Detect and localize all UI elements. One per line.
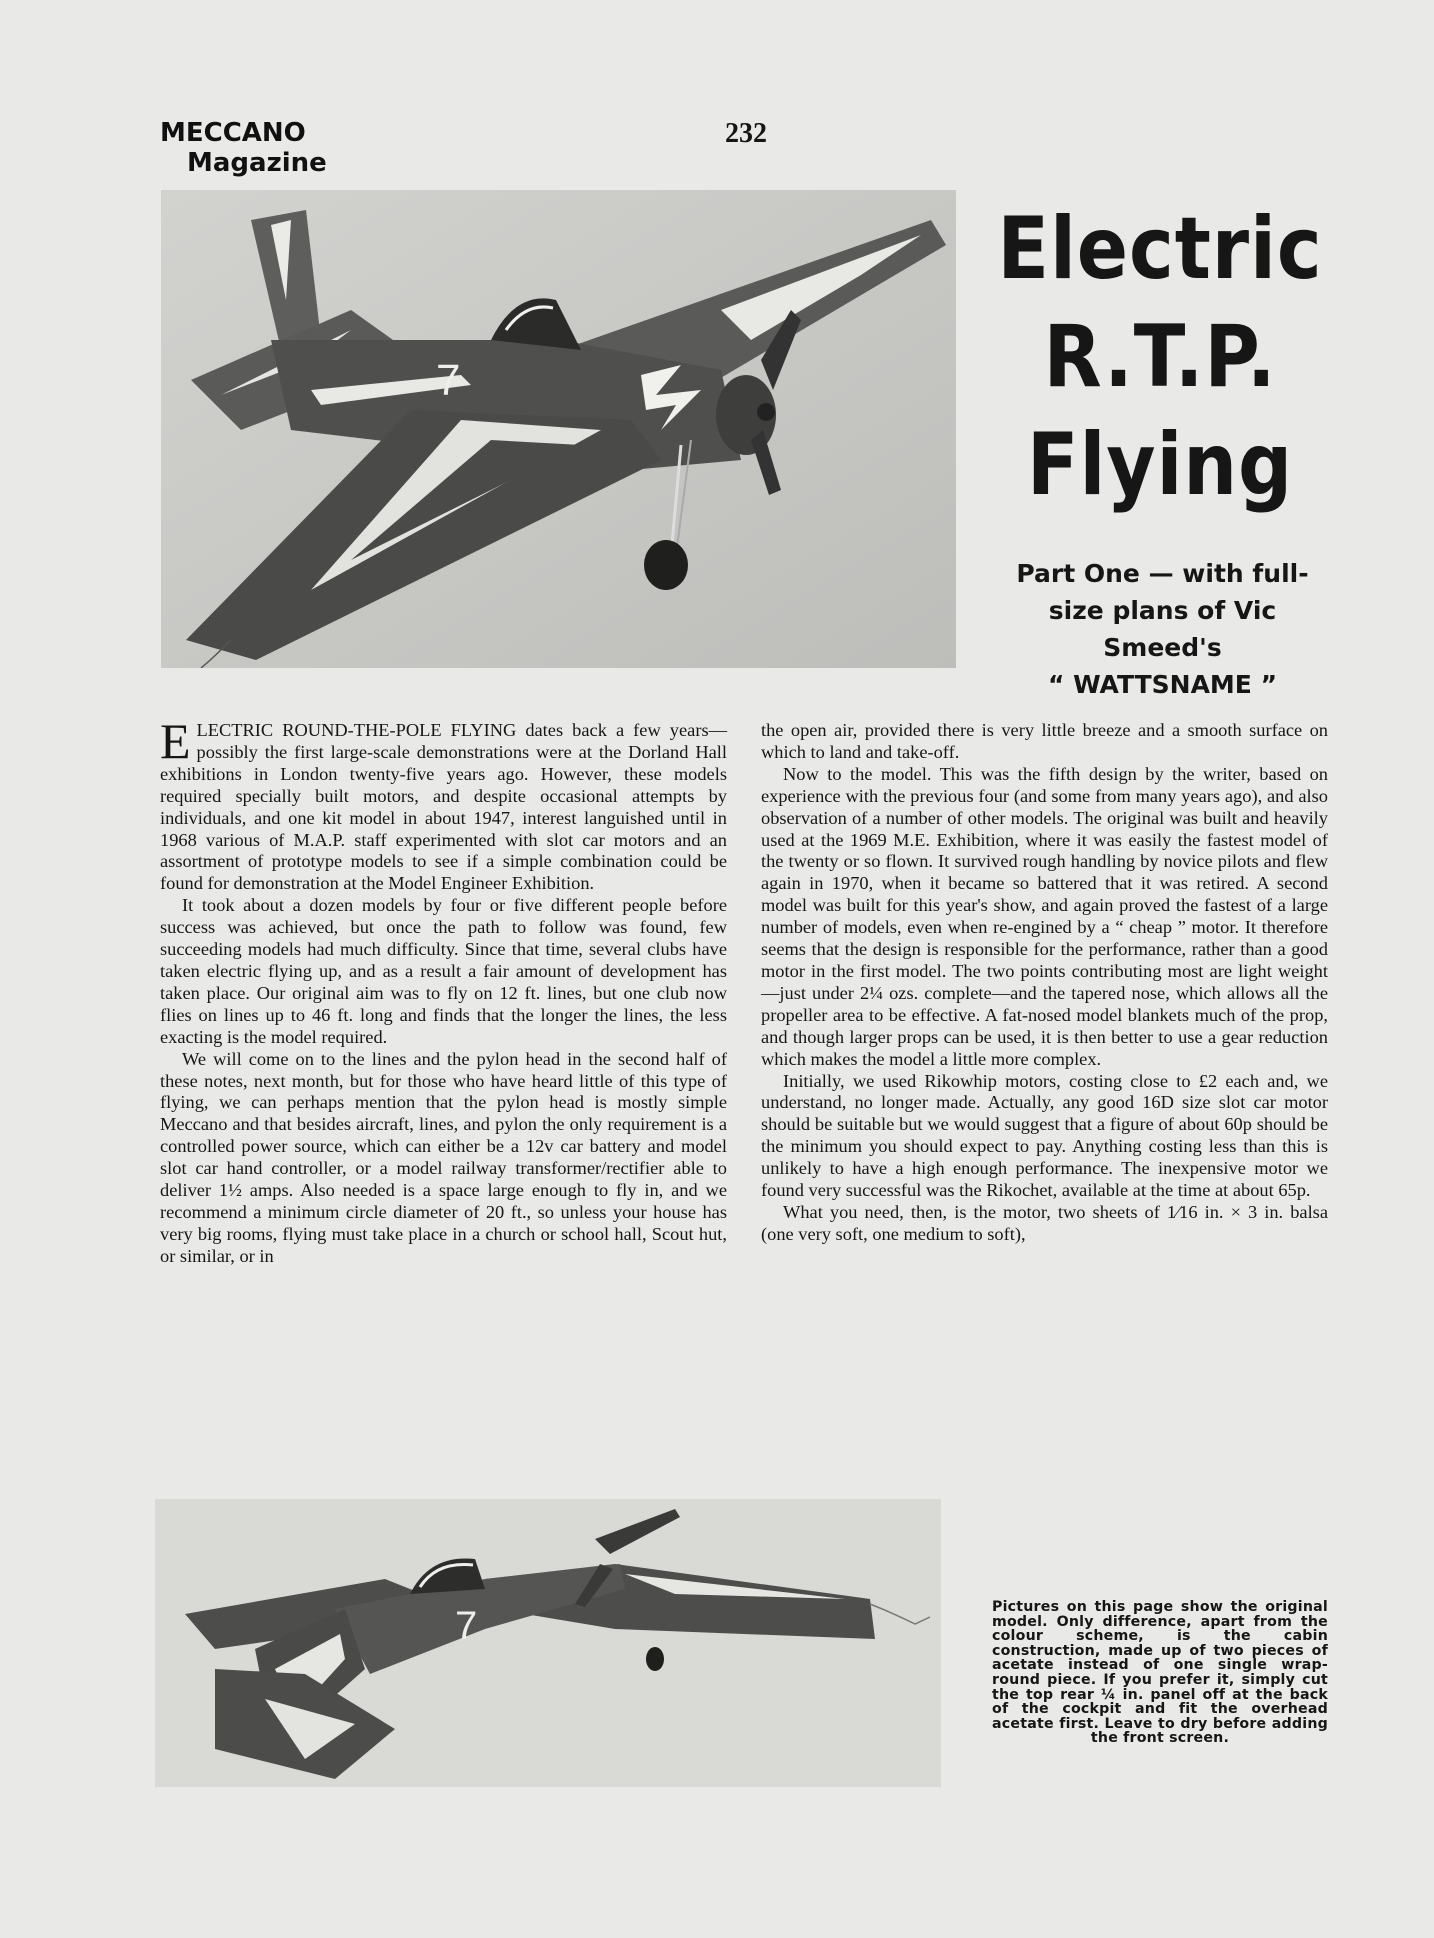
article-subhead [990, 555, 1335, 703]
airplane-icon [155, 1499, 941, 1787]
svg-text:7: 7 [436, 356, 461, 405]
masthead [160, 118, 327, 178]
article-paragraph: It took about a dozen models by four or five different people before success was achieved, but once the path to follow was found, few succeeding models had much difficulty. Since that time, several clubs have taken electric flying up, and as a result a fair amount of development has taken place. Our original aim was to fly on 12 ft. lines, but one club now flies on lines up to 46 ft. long and finds that the longer the lines, the less exacting is the model required. [160, 895, 727, 1047]
masthead-subtitle: Magazine [187, 148, 327, 178]
drop-cap: E [160, 713, 191, 769]
headline-line-1: Electric [997, 199, 1323, 299]
article-paragraph: Now to the model. This was the fifth design by the writer, based on experience with the previous four (and some from many years ago), and also observation of a number of other models. The original was built and heavily used at the 1969 M.E. Exhibition, where it was easily the fastest model of the twenty or so flown. It survived rough handling by novice pilots and flew again in 1970, when it became so battered that it was retired. A second model was built for this year's show, and again proved the fastest of a large number of models, even when re-engined by a “ cheap ” motor. It therefore seems that the design is responsible for the performance, rather than a good motor in the first model. The two points contributing most are light weight—just under 2¼ ozs. complete—and the tapered nose, which allows all the propeller area to be effective. A fat-nosed model blankets much of the prop, and though larger props can be used, it is then better to use a gear reduction which makes the model a little more complex. [761, 763, 1328, 1069]
model-aircraft-photo-top [161, 190, 956, 668]
subhead-line-2: size plans of Vic Smeed's [1048, 596, 1277, 662]
headline-line-3: Flying [1026, 415, 1294, 515]
airplane-icon [161, 190, 956, 668]
article-paragraph: the open air, provided there is very little breeze and a smooth surface on which to land and take-off. [761, 720, 1328, 762]
article-paragraph: What you need, then, is the motor, two sheets of 1⁄16 in. × 3 in. balsa (one very soft, one medium to soft), [761, 1201, 1328, 1244]
subhead-line-1: Part One — with full- [1016, 559, 1309, 588]
photo-caption: Pictures on this page show the original model. Only difference, apart from the colour scheme, is the cabin construction, made up of two pieces of acetate instead of one single wrap-round piece. If you prefer it, simply cut the top rear ¼ in. panel off at the back of the cockpit and fit the overhead acetate first. Leave to dry before adding the front screen. [992, 1599, 1328, 1747]
headline-line-2: R.T.P. [1043, 307, 1277, 407]
subhead-line-3: “ WATTSNAME ” [1047, 670, 1278, 699]
article-paragraph: We will come on to the lines and the pylon head in the second half of these notes, next month, but for those who have heard little of this type of flying, we can perhaps mention that the pylon head is mostly simple Meccano and that besides aircraft, lines, and pylon the only requirement is a controlled power source, which can either be a 12v car battery and model slot car hand controller, or a model railway transformer/rectifier able to deliver 1½ amps. Also needed is a space large enough to fly in, and we recommend a minimum circle diameter of 20 ft., so unless your house has very big rooms, flying must take place in a church or school hall, Scout hut, or similar, or in [160, 1048, 727, 1266]
article-paragraph: ELECTRIC ROUND-THE-POLE FLYING dates back a few years—possibly the first large-scale demonstrations were at the Dorland Hall exhibitions in London twenty-five years ago. However, these models required specially built motors, and despite occasional attempts by individuals, and one kit model in about 1947, interest languished until in 1968 various of M.A.P. staff experimented with slot car motors and an assortment of prototype models to see if a simple combination could be found for demonstration at the Model Engineer Exhibition. [160, 713, 727, 894]
masthead-title: MECCANO [160, 118, 306, 148]
article-paragraph: Initially, we used Rikowhip motors, costing close to £2 each and, we understand, no longer made. Actually, any good 16D size slot car motor should be suitable but we would suggest that a figure of about 60p should be the minimum you should expect to pay. Anything costing less than this is unlikely to have a high enough performance. The inexpensive motor we found very successful was the Rikochet, available at the time at about 65p. [761, 1070, 1328, 1201]
model-aircraft-photo-bottom [155, 1499, 941, 1787]
article-column-right [761, 720, 1328, 1246]
svg-text:7: 7 [455, 1604, 478, 1648]
article-column-left [160, 713, 727, 1268]
article-headline [997, 195, 1323, 519]
page-number: 232 [725, 118, 767, 149]
